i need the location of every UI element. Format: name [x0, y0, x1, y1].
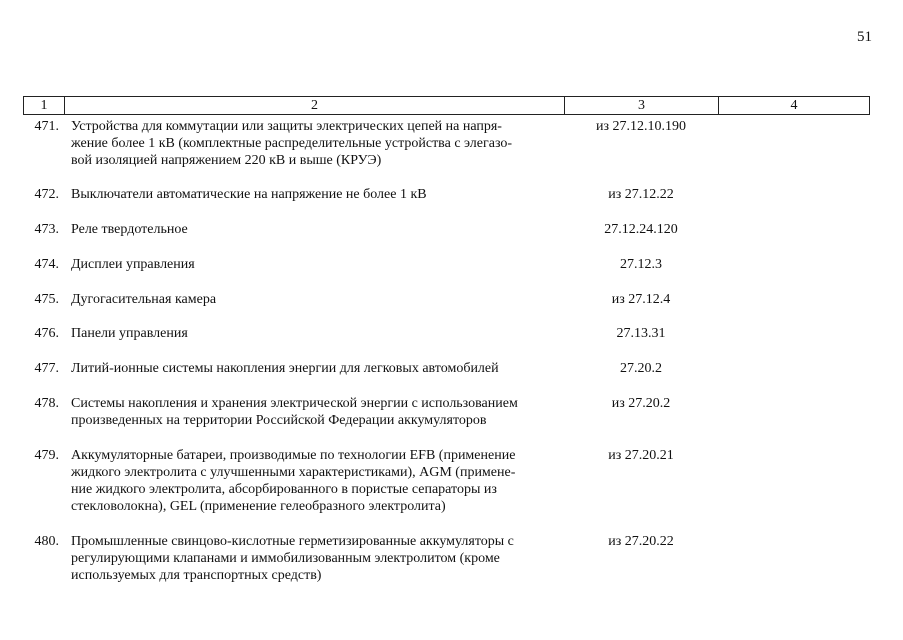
description-line: Дугогасительная камера: [71, 292, 217, 307]
description-line: Устройства для коммутации или защиты электрических цепей на напря-: [71, 119, 502, 134]
description-line: используемых для транспортных средств): [71, 568, 322, 583]
row-number: 477.: [34, 361, 59, 376]
row-code: из 27.12.22: [608, 187, 674, 202]
row-description: [71, 395, 559, 429]
row-code: 27.13.31: [616, 326, 666, 341]
row-code: 27.12.3: [620, 257, 662, 272]
row-code: из 27.20.21: [608, 448, 674, 463]
row-description: [71, 118, 559, 169]
row-description: [71, 221, 559, 238]
description-line: жение более 1 кВ (комплектные распределительные устройства с элегазо-: [71, 136, 513, 151]
description-line: Выключатели автоматические на напряжение не более 1 кВ: [71, 187, 427, 202]
row-number: 480.: [34, 534, 59, 549]
row-code: 27.12.24.120: [604, 222, 678, 237]
description-line: Промышленные свинцово-кислотные герметизированные аккумуляторы с: [71, 534, 514, 549]
row-number: 478.: [34, 396, 59, 411]
description-line: Аккумуляторные батареи, производимые по технологии EFB (применение: [71, 448, 516, 463]
description-line: Системы накопления и хранения электрической энергии с использованием: [71, 396, 518, 411]
description-line: Литий-ионные системы накопления энергии для легковых автомобилей: [71, 361, 499, 376]
column-header-2: 2: [65, 97, 565, 114]
column-header-1: 1: [24, 97, 65, 114]
description-line: Дисплеи управления: [71, 257, 195, 272]
column-header-3: 3: [565, 97, 719, 114]
description-line: Реле твердотельное: [71, 222, 188, 237]
page-number: 51: [857, 29, 872, 45]
row-number: 471.: [34, 119, 59, 134]
row-number: 479.: [34, 448, 59, 463]
row-description: [71, 325, 559, 342]
row-description: [71, 256, 559, 273]
description-line: жидкого электролита с улучшенными характеристиками), AGM (примене-: [71, 465, 516, 480]
description-line: произведенных на территории Российской Федерации аккумуляторов: [71, 413, 487, 428]
row-number: 476.: [34, 326, 59, 341]
row-code: из 27.12.10.190: [595, 119, 687, 134]
description-line: Панели управления: [71, 326, 188, 341]
description-line: вой изоляцией напряжением 220 кВ и выше (КРУЭ): [71, 153, 382, 168]
description-line: стекловолокна), GEL (применение гелеобразного электролита): [71, 499, 446, 514]
row-description: [71, 291, 559, 308]
row-description: [71, 186, 559, 203]
description-line: ние жидкого электролита, абсорбированного в пористые сепараторы из: [71, 482, 497, 497]
row-number: 472.: [34, 187, 59, 202]
description-line: регулирующими клапанами и иммобилизованным электролитом (кроме: [71, 551, 500, 566]
row-code: из 27.20.22: [608, 534, 674, 549]
row-code: из 27.20.2: [611, 396, 671, 411]
row-number: 475.: [34, 292, 59, 307]
row-description: [71, 447, 559, 515]
row-code: из 27.12.4: [611, 292, 671, 307]
row-code: 27.20.2: [620, 361, 662, 376]
column-header-4: 4: [790, 98, 798, 113]
row-description: [71, 360, 559, 377]
row-number: 473.: [34, 222, 59, 237]
row-description: [71, 533, 559, 584]
row-number: 474.: [34, 257, 59, 272]
table-header: [23, 96, 870, 115]
